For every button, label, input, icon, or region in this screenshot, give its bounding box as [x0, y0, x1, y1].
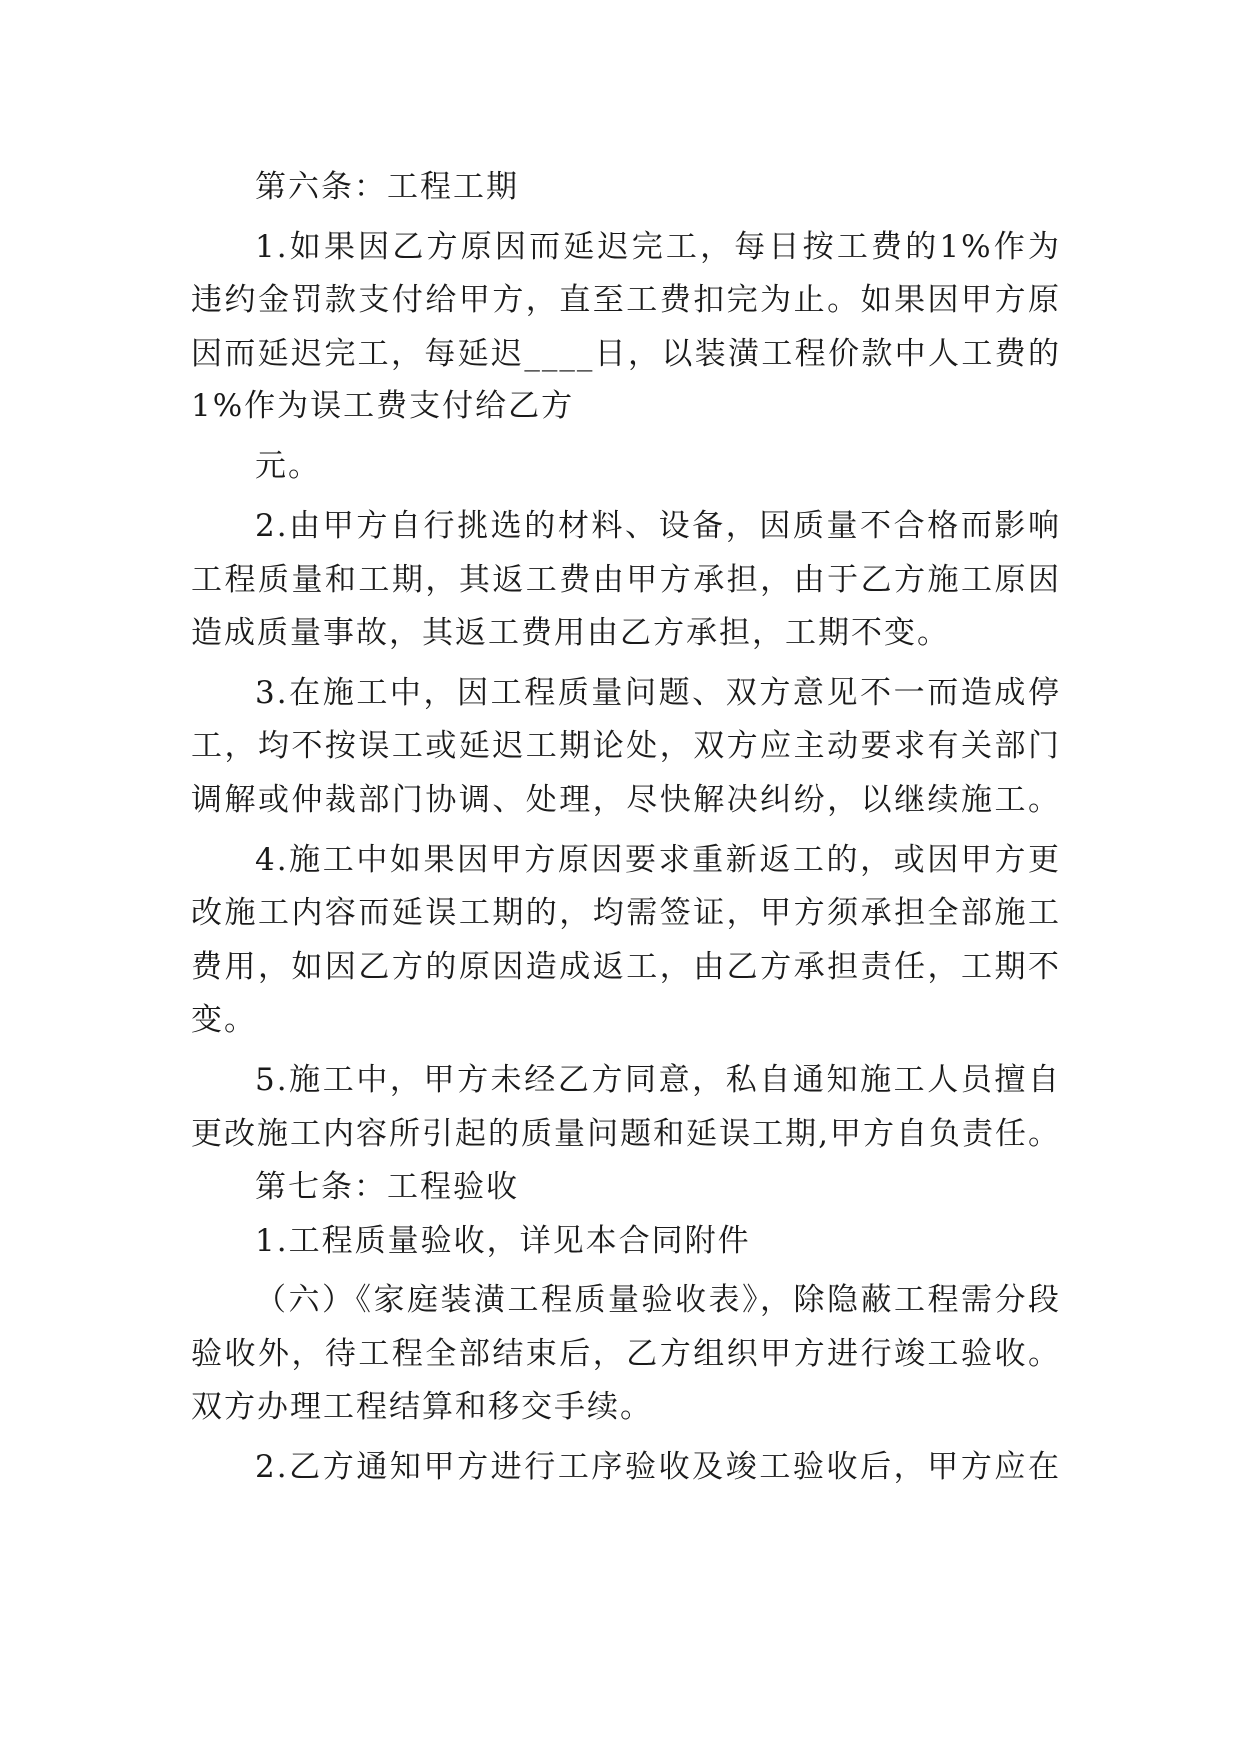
text-line: 2.由甲方自行挑选的材料、设备，因质量不合格而影响 [255, 508, 1061, 544]
text-line: 因而延迟完工，每延迟____日，以装潢工程价款中人工费的 [191, 336, 1061, 372]
article-6-heading: 第六条：工程工期 [255, 169, 519, 205]
text-line: 工，均不按误工或延迟工期论处，双方应主动要求有关部门 [191, 728, 1061, 764]
text-line: 造成质量事故，其返工费用由乙方承担，工期不变。 [191, 615, 950, 651]
article-7-heading: 第七条：工程验收 [255, 1169, 519, 1205]
text-line: 工程质量和工期，其返工费由甲方承担，由于乙方施工原因 [191, 562, 1061, 598]
text-line: 改施工内容而延误工期的，均需签证，甲方须承担全部施工 [191, 895, 1061, 931]
text-line: 调解或仲裁部门协调、处理，尽快解决纠纷，以继续施工。 [191, 782, 1061, 818]
text-line: 1.如果因乙方原因而延迟完工，每日按工费的1%作为 [255, 229, 1061, 265]
text-line: 4.施工中如果因甲方原因要求重新返工的，或因甲方更 [255, 842, 1061, 878]
text-line: 更改施工内容所引起的质量问题和延误工期,甲方自负责任。 [191, 1116, 1061, 1152]
text-line: 违约金罚款支付给甲方，直至工费扣完为止。如果因甲方原 [191, 282, 1061, 318]
text-line: 1.工程质量验收，详见本合同附件 [255, 1223, 751, 1259]
text-line: 费用，如因乙方的原因造成返工，由乙方承担责任，工期不 [191, 949, 1061, 985]
text-line: 变。 [191, 1002, 257, 1038]
text-line: 5.施工中，甲方未经乙方同意，私自通知施工人员擅自 [255, 1062, 1061, 1098]
text-line: 1%作为误工费支付给乙方 [191, 388, 575, 424]
text-line: 3.在施工中，因工程质量问题、双方意见不一而造成停 [255, 675, 1061, 711]
text-line: 双方办理工程结算和移交手续。 [191, 1389, 653, 1425]
text-line: （六）《家庭装潢工程质量验收表》，除隐蔽工程需分段 [255, 1282, 1061, 1318]
text-line: 元。 [255, 448, 321, 484]
text-line: 2.乙方通知甲方进行工序验收及竣工验收后，甲方应在 [255, 1449, 1061, 1485]
text-line: 验收外，待工程全部结束后，乙方组织甲方进行竣工验收。 [191, 1336, 1061, 1372]
